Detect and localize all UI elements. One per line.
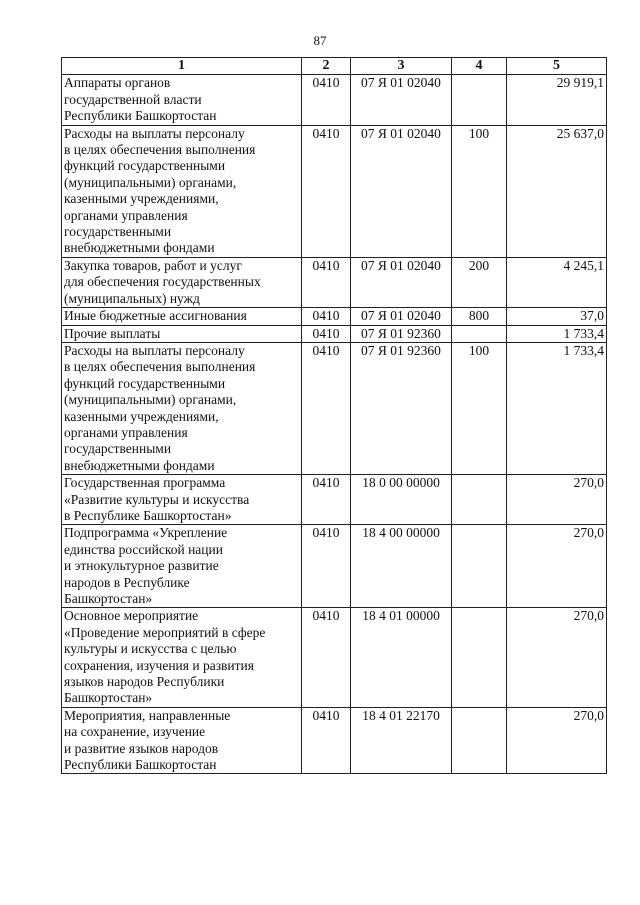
page-number: 87 — [313, 33, 327, 48]
table-row — [62, 475, 607, 525]
section-code: 0410 — [302, 308, 351, 325]
amount: 1 733,4 — [507, 342, 607, 474]
table-row — [62, 525, 607, 608]
section-code: 0410 — [302, 75, 351, 125]
target-article-code: 18 0 00 00000 — [351, 475, 452, 525]
item-name: Мероприятия, направленные на сохранение, изучение и развитие языков народов Республики Башкортостан — [62, 707, 302, 774]
table-row — [62, 707, 607, 774]
item-name: Подпрограмма «Укрепление единства российской нации и этнокультурное развитие народов в Республике Башкортостан» — [62, 525, 302, 608]
section-code: 0410 — [302, 707, 351, 774]
section-code: 0410 — [302, 475, 351, 525]
budget-table — [61, 57, 607, 774]
amount: 1 733,4 — [507, 325, 607, 342]
section-code: 0410 — [302, 325, 351, 342]
amount: 270,0 — [507, 608, 607, 707]
expense-type-code — [452, 475, 507, 525]
target-article-code: 07 Я 01 02040 — [351, 75, 452, 125]
header-col-5: 5 — [507, 58, 607, 75]
target-article-code: 07 Я 01 02040 — [351, 257, 452, 307]
expense-type-code — [452, 707, 507, 774]
item-name: Иные бюджетные ассигнования — [62, 308, 302, 325]
header-col-4: 4 — [452, 58, 507, 75]
section-code: 0410 — [302, 608, 351, 707]
section-code: 0410 — [302, 342, 351, 474]
section-code: 0410 — [302, 257, 351, 307]
section-code: 0410 — [302, 125, 351, 257]
target-article-code: 07 Я 01 02040 — [351, 125, 452, 257]
target-article-code: 18 4 00 00000 — [351, 525, 452, 608]
item-name: Основное мероприятие «Проведение мероприятий в сфере культуры и искусства с целью сохранения, изучения и развития языков народов Республики Башкортостан» — [62, 608, 302, 707]
amount: 270,0 — [507, 707, 607, 774]
amount: 25 637,0 — [507, 125, 607, 257]
expense-type-code — [452, 525, 507, 608]
target-article-code: 07 Я 01 02040 — [351, 308, 452, 325]
table-row — [62, 608, 607, 707]
table-row — [62, 342, 607, 474]
header-col-3: 3 — [351, 58, 452, 75]
header-col-2: 2 — [302, 58, 351, 75]
section-code: 0410 — [302, 525, 351, 608]
amount: 37,0 — [507, 308, 607, 325]
item-name: Закупка товаров, работ и услуг для обеспечения государственных (муниципальных) нужд — [62, 257, 302, 307]
table-row — [62, 75, 607, 125]
expense-type-code: 800 — [452, 308, 507, 325]
expense-type-code: 100 — [452, 342, 507, 474]
target-article-code: 18 4 01 22170 — [351, 707, 452, 774]
item-name: Прочие выплаты — [62, 325, 302, 342]
expense-type-code — [452, 608, 507, 707]
table-row — [62, 325, 607, 342]
amount: 270,0 — [507, 525, 607, 608]
expense-type-code — [452, 75, 507, 125]
item-name: Расходы на выплаты персоналу в целях обеспечения выполнения функций государственными (муниципальными) органами, казенными учреждениями, органами управления государственными внебюджетными фондами — [62, 342, 302, 474]
target-article-code: 18 4 01 00000 — [351, 608, 452, 707]
amount: 4 245,1 — [507, 257, 607, 307]
header-row — [62, 58, 607, 75]
expense-type-code: 100 — [452, 125, 507, 257]
table-row — [62, 125, 607, 257]
target-article-code: 07 Я 01 92360 — [351, 325, 452, 342]
amount: 29 919,1 — [507, 75, 607, 125]
expense-type-code — [452, 325, 507, 342]
amount: 270,0 — [507, 475, 607, 525]
item-name: Расходы на выплаты персоналу в целях обеспечения выполнения функций государственными (муниципальными) органами, казенными учреждениями, органами управления государственными внебюджетными фондами — [62, 125, 302, 257]
expense-type-code: 200 — [452, 257, 507, 307]
item-name: Аппараты органов государственной власти Республики Башкортостан — [62, 75, 302, 125]
header-col-1: 1 — [62, 58, 302, 75]
target-article-code: 07 Я 01 92360 — [351, 342, 452, 474]
table-row — [62, 308, 607, 325]
item-name: Государственная программа «Развитие культуры и искусства в Республике Башкортостан» — [62, 475, 302, 525]
table-row — [62, 257, 607, 307]
